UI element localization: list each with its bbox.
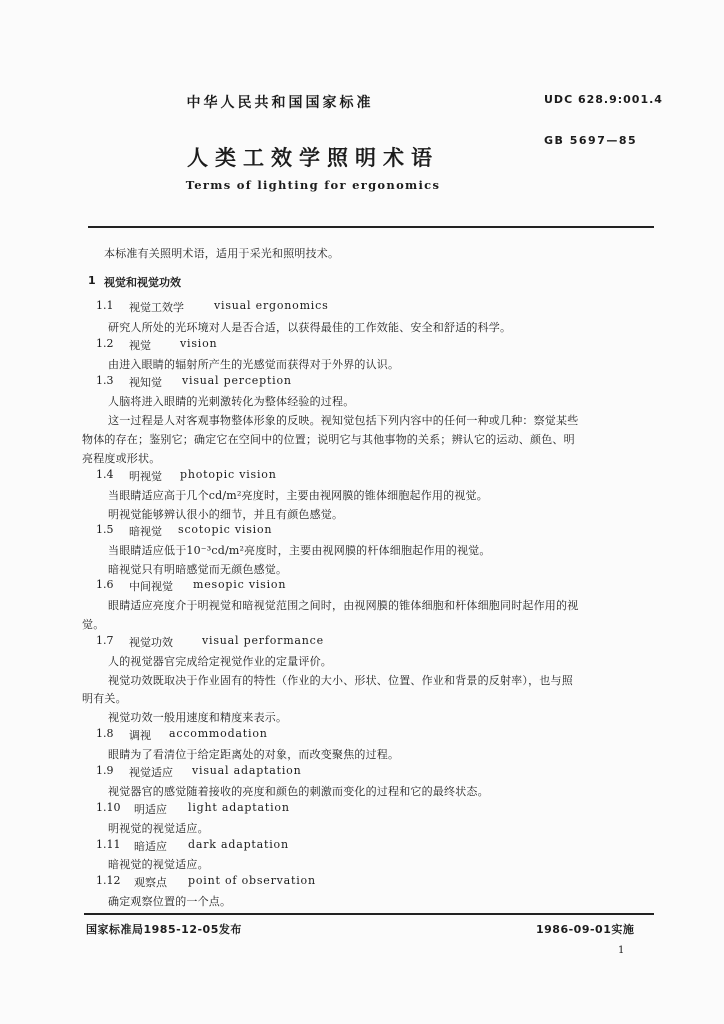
term-definition: 暗视觉只有明暗感觉而无颜色感觉。 (108, 563, 288, 576)
term-name-en: accommodation (169, 727, 268, 740)
term-definition: 确定观察位置的一个点。 (108, 895, 232, 908)
term-definition: 视觉功效既取决于作业固有的特性（作业的大小、形状、位置、作业和背景的反射率），也与照 (108, 674, 573, 687)
term-name-cn: 视觉 (129, 339, 151, 352)
section-title: 视觉和视觉功效 (104, 276, 181, 289)
term-name-cn: 明适应 (134, 803, 167, 816)
term-definition: 由进入眼睛的辐射所产生的光感觉而获得对于外界的认识。 (108, 358, 400, 371)
term-name-en: visual performance (202, 634, 324, 647)
document-title-en: Terms of lighting for ergonomics (185, 178, 441, 192)
term-definition: 明有关。 (82, 692, 127, 705)
term-number: 1.6 (96, 578, 114, 591)
implementation-date: 1986-09-01实施 (536, 923, 635, 936)
term-definition: 当眼睛适应低于10⁻³cd/m²亮度时，主要由视网膜的杆体细胞起作用的视觉。 (108, 544, 491, 557)
term-name-cn: 视觉适应 (129, 766, 173, 779)
section-number: 1 (88, 274, 96, 287)
term-definition: 当眼睛适应高于几个cd/m²亮度时，主要由视网膜的锥体细胞起作用的视觉。 (108, 489, 488, 502)
term-number: 1.7 (96, 634, 114, 647)
term-number: 1.1 (96, 299, 114, 312)
term-name-en: visual adaptation (192, 764, 302, 777)
term-definition: 暗视觉的视觉适应。 (108, 858, 209, 871)
term-number: 1.9 (96, 764, 114, 777)
term-name-cn: 中间视觉 (129, 580, 173, 593)
issue-date: 国家标准局1985-12-05发布 (86, 923, 242, 936)
term-name-cn: 观察点 (134, 876, 167, 889)
header-rule (88, 226, 654, 228)
term-name-cn: 调视 (129, 729, 151, 742)
term-name-en: scotopic vision (178, 523, 273, 536)
term-definition: 眼睛为了看清位于给定距离处的对象，而改变聚焦的过程。 (108, 748, 400, 761)
intro-text: 本标准有关照明术语，适用于采光和照明技术。 (104, 247, 340, 260)
term-number: 1.2 (96, 337, 114, 350)
term-definition: 人脑将进入眼睛的光刺激转化为整体经验的过程。 (108, 395, 355, 408)
term-definition: 视觉功效一般用速度和精度来表示。 (108, 711, 288, 724)
term-name-en: dark adaptation (188, 838, 289, 851)
udc-code: UDC 628.9:001.4 (544, 93, 663, 106)
footer-rule (84, 913, 654, 915)
term-name-en: point of observation (188, 874, 316, 887)
term-definition: 人的视觉器官完成给定视觉作业的定量评价。 (108, 655, 332, 668)
term-definition: 物体的存在；鉴别它；确定它在空间中的位置；说明它与其他事物的关系；辨认它的运动、颜色、明 (82, 433, 575, 446)
term-name-en: visual ergonomics (214, 299, 329, 312)
term-name-en: light adaptation (188, 801, 290, 814)
term-definition: 这一过程是人对客观事物整体形象的反映。视知觉包括下列内容中的任何一种或几种：察觉某些 (108, 414, 579, 427)
term-name-cn: 明视觉 (129, 470, 162, 483)
term-number: 1.4 (96, 468, 114, 481)
term-name-en: vision (180, 337, 218, 350)
term-name-en: photopic vision (180, 468, 277, 481)
term-number: 1.3 (96, 374, 114, 387)
term-definition: 明视觉能够辨认很小的细节，并且有颜色感觉。 (108, 508, 344, 521)
page-number: 1 (618, 945, 625, 956)
term-name-cn: 视知觉 (129, 376, 162, 389)
term-number: 1.12 (96, 874, 121, 887)
term-definition: 明视觉的视觉适应。 (108, 822, 209, 835)
term-definition: 研究人所处的光环境对人是否合适，以获得最佳的工作效能、安全和舒适的科学。 (108, 321, 512, 334)
gb-code: GB 5697—85 (544, 134, 638, 147)
national-standard-heading: 中华人民共和国国家标准 (186, 95, 374, 111)
term-name-en: visual perception (182, 374, 292, 387)
term-name-cn: 视觉工效学 (129, 301, 184, 314)
term-number: 1.11 (96, 838, 121, 851)
term-definition: 视觉器官的感觉随着接收的亮度和颜色的刺激而变化的过程和它的最终状态。 (108, 785, 489, 798)
term-definition: 眼睛适应亮度介于明视觉和暗视觉范围之间时，由视网膜的锥体细胞和杆体细胞同时起作用的视 (108, 599, 579, 612)
term-name-cn: 暗视觉 (129, 525, 162, 538)
term-number: 1.10 (96, 801, 121, 814)
term-number: 1.5 (96, 523, 114, 536)
document-title-cn: 人类工效学照明术语 (187, 146, 439, 170)
term-definition: 亮程度或形状。 (82, 452, 161, 465)
term-definition: 觉。 (82, 618, 105, 631)
term-number: 1.8 (96, 727, 114, 740)
term-name-en: mesopic vision (193, 578, 287, 591)
term-name-cn: 视觉功效 (129, 636, 173, 649)
term-name-cn: 暗适应 (134, 840, 167, 853)
